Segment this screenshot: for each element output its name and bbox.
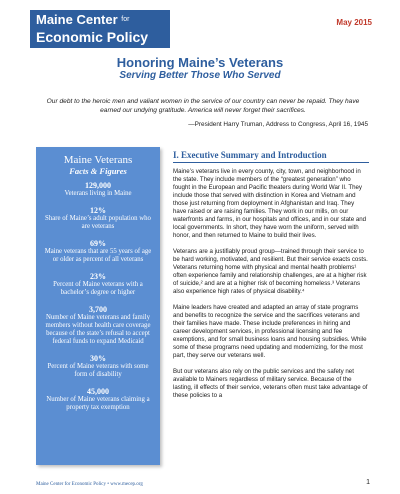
fact-item [42,272,154,297]
fact-value: 129,000 [85,181,111,190]
fact-description: Number of Maine veterans claiming a property tax exemption [46,396,150,411]
epigraph-quote: Our debt to the heroic men and valiant women in the service of our country can never be repaid. They have earned our undying gratitude. America will never forget their sacrifices. [46,98,360,114]
fact-description: Maine veterans that are 55 years of age or older as percent of all veterans [44,248,152,263]
page-footer: Maine Center for Economic Policy • www.mecep.org [36,482,143,487]
quote-attribution: —President Harry Truman, Address to Congress, April 16, 1945 [188,121,368,128]
body-text [173,168,369,408]
fact-value: 30% [90,354,106,363]
body-paragraph: Veterans are a justifiably proud group—trained through their service to be hard working, motivated, and resilient. But their service exacts costs. Veterans returning home with physical and mental health problems¹ often experience family and relationship challenges, are at a higher risk of suicide,² and are at a higher risk of becoming homeless.³ Veterans also experience high rates of physical disability.⁴ [173,248,368,295]
fact-value: 3,700 [89,305,107,314]
sidebar-subtitle: Facts & Figures [69,166,127,176]
fact-value: 23% [90,272,106,281]
fact-item [42,181,154,198]
body-paragraph: But our veterans also rely on the public services and the safety net available to Mainers regardless of military service. Because of the lasting, ill effects of their service, veterans often must take advantage of these policies to a [173,368,368,399]
brand-name-line1 [36,13,129,27]
brand-name-text: Maine Center [36,12,118,27]
fact-item [42,305,154,346]
page-title: Honoring Maine’s Veterans [116,55,284,70]
publication-date: May 2015 [336,18,372,27]
fact-description: Percent of Maine veterans with some form of disability [47,363,149,378]
section-heading: I. Executive Summary and Introduction [173,150,327,160]
fact-value: 69% [90,239,106,248]
page-number: 1 [366,479,370,486]
fact-item [42,239,154,264]
fact-item [42,354,154,379]
brand-logo [30,10,170,48]
fact-value: 45,000 [87,387,109,396]
brand-name-suffix: for [121,16,130,23]
fact-description: Percent of Maine veterans with a bachelor’s degree or higher [53,281,143,296]
fact-item [42,206,154,231]
facts-sidebar [36,147,160,465]
fact-description: Number of Maine veterans and family members without health care coverage because of the state’s refusal to accept federal funds to expand Medicaid [45,314,151,345]
fact-description: Veterans living in Maine [64,190,132,197]
sidebar-title: Maine Veterans [63,154,133,166]
body-paragraph: Maine leaders have created and adapted an array of state programs and benefits to recognize the service and the sacrifices veterans and their families have made. These include preferences in hiring and career development services, in professional licensing and fee exemptions, and for small business loans and housing subsidies. While some of these programs need updating and modernizing, for the most part, they serve our veterans well. [173,304,367,359]
brand-name-line2: Economic Policy [36,29,149,45]
fact-value: 12% [90,206,106,215]
fact-item [42,387,154,412]
section-divider [173,162,369,163]
body-paragraph: Maine’s veterans live in every county, city, town, and neighborhood in the state. They include members of the “greatest generation” who fought in the European and Pacific theaters during World War II. They include those that served with distinction in Korea and Vietnam and those just returning from deployment in Afghanistan and Iraq. They have raised or are raising families. They work in our mills, on our waterfronts and farms, in our hospitals and offices, and in our state and local governments. In short, they have worn the uniform, served with honor, and then returned to Maine to build their lives. [173,168,367,239]
fact-description: Share of Maine’s adult population who are veterans [45,215,151,230]
page-subtitle: Serving Better Those Who Served [119,70,281,81]
